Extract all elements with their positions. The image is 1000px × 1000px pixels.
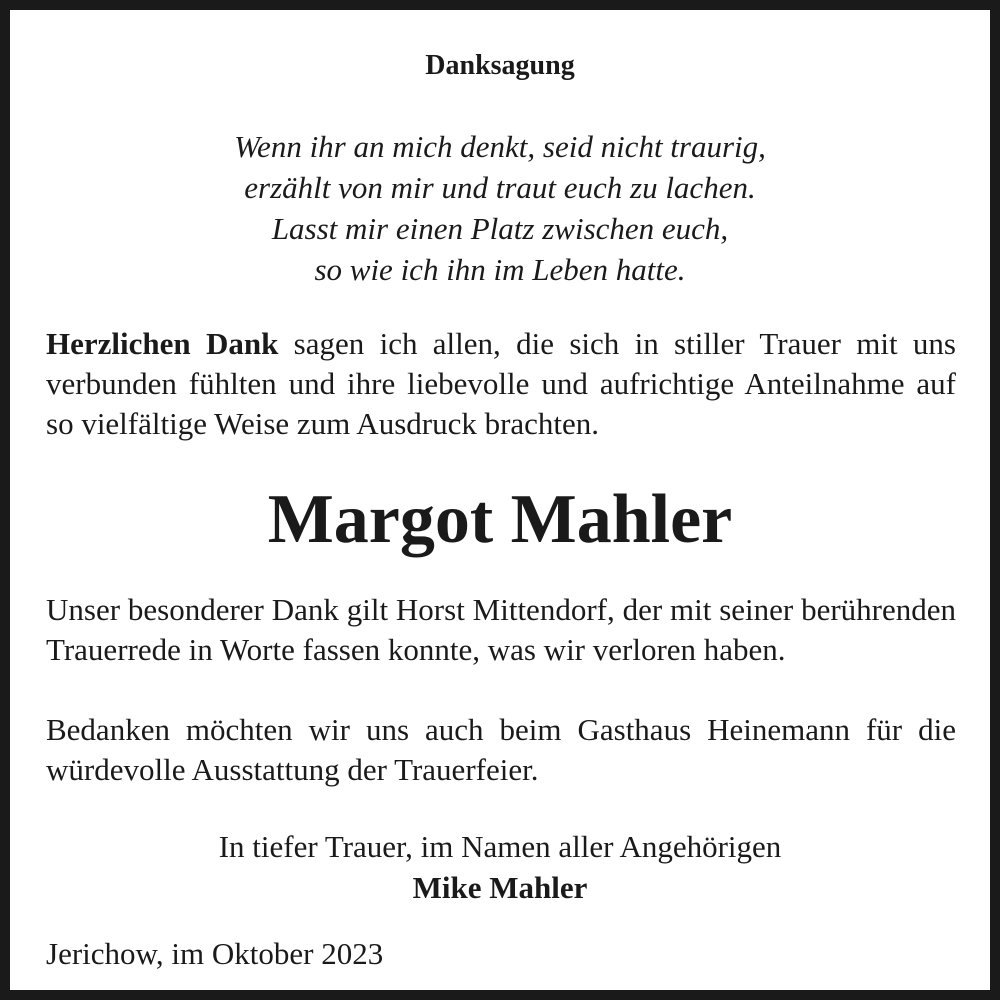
notice-heading: Danksagung bbox=[425, 50, 575, 81]
poem-line: Lasst mir einen Platz zwischen euch, bbox=[271, 211, 729, 246]
venue-thanks-paragraph: Bedanken möchten wir uns auch beim Gasthaus Heinemann für die würdevolle Ausstattung der Trauerfeier. bbox=[46, 712, 956, 787]
thanks-text: sagen ich allen, die sich in stiller Trauer mit uns verbunden fühlten und ihre liebevolle und aufrichtige Anteilnahme auf so vielfältige Weise zum Ausdruck brachten. bbox=[46, 326, 956, 441]
thanks-lead: Herzlichen Dank bbox=[46, 326, 279, 361]
thanks-paragraph bbox=[46, 324, 956, 444]
closing-block bbox=[10, 826, 990, 908]
place-date: Jerichow, im Oktober 2023 bbox=[46, 936, 384, 971]
deceased-name: Margot Mahler bbox=[267, 481, 733, 558]
signer-name: Mike Mahler bbox=[412, 870, 588, 905]
poem-line: so wie ich ihn im Leben hatte. bbox=[314, 252, 686, 287]
special-thanks-paragraph: Unser besonderer Dank gilt Horst Mittendorf, der mit seiner berührenden Trauerrede in Worte fassen konnte, was wir verloren haben. bbox=[46, 592, 956, 667]
poem-line: Wenn ihr an mich denkt, seid nicht traurig, bbox=[234, 129, 766, 164]
poem-line: erzählt von mir und traut euch zu lachen. bbox=[244, 170, 756, 205]
closing-line: In tiefer Trauer, im Namen aller Angehörigen bbox=[218, 829, 782, 864]
memorial-poem bbox=[10, 126, 990, 290]
